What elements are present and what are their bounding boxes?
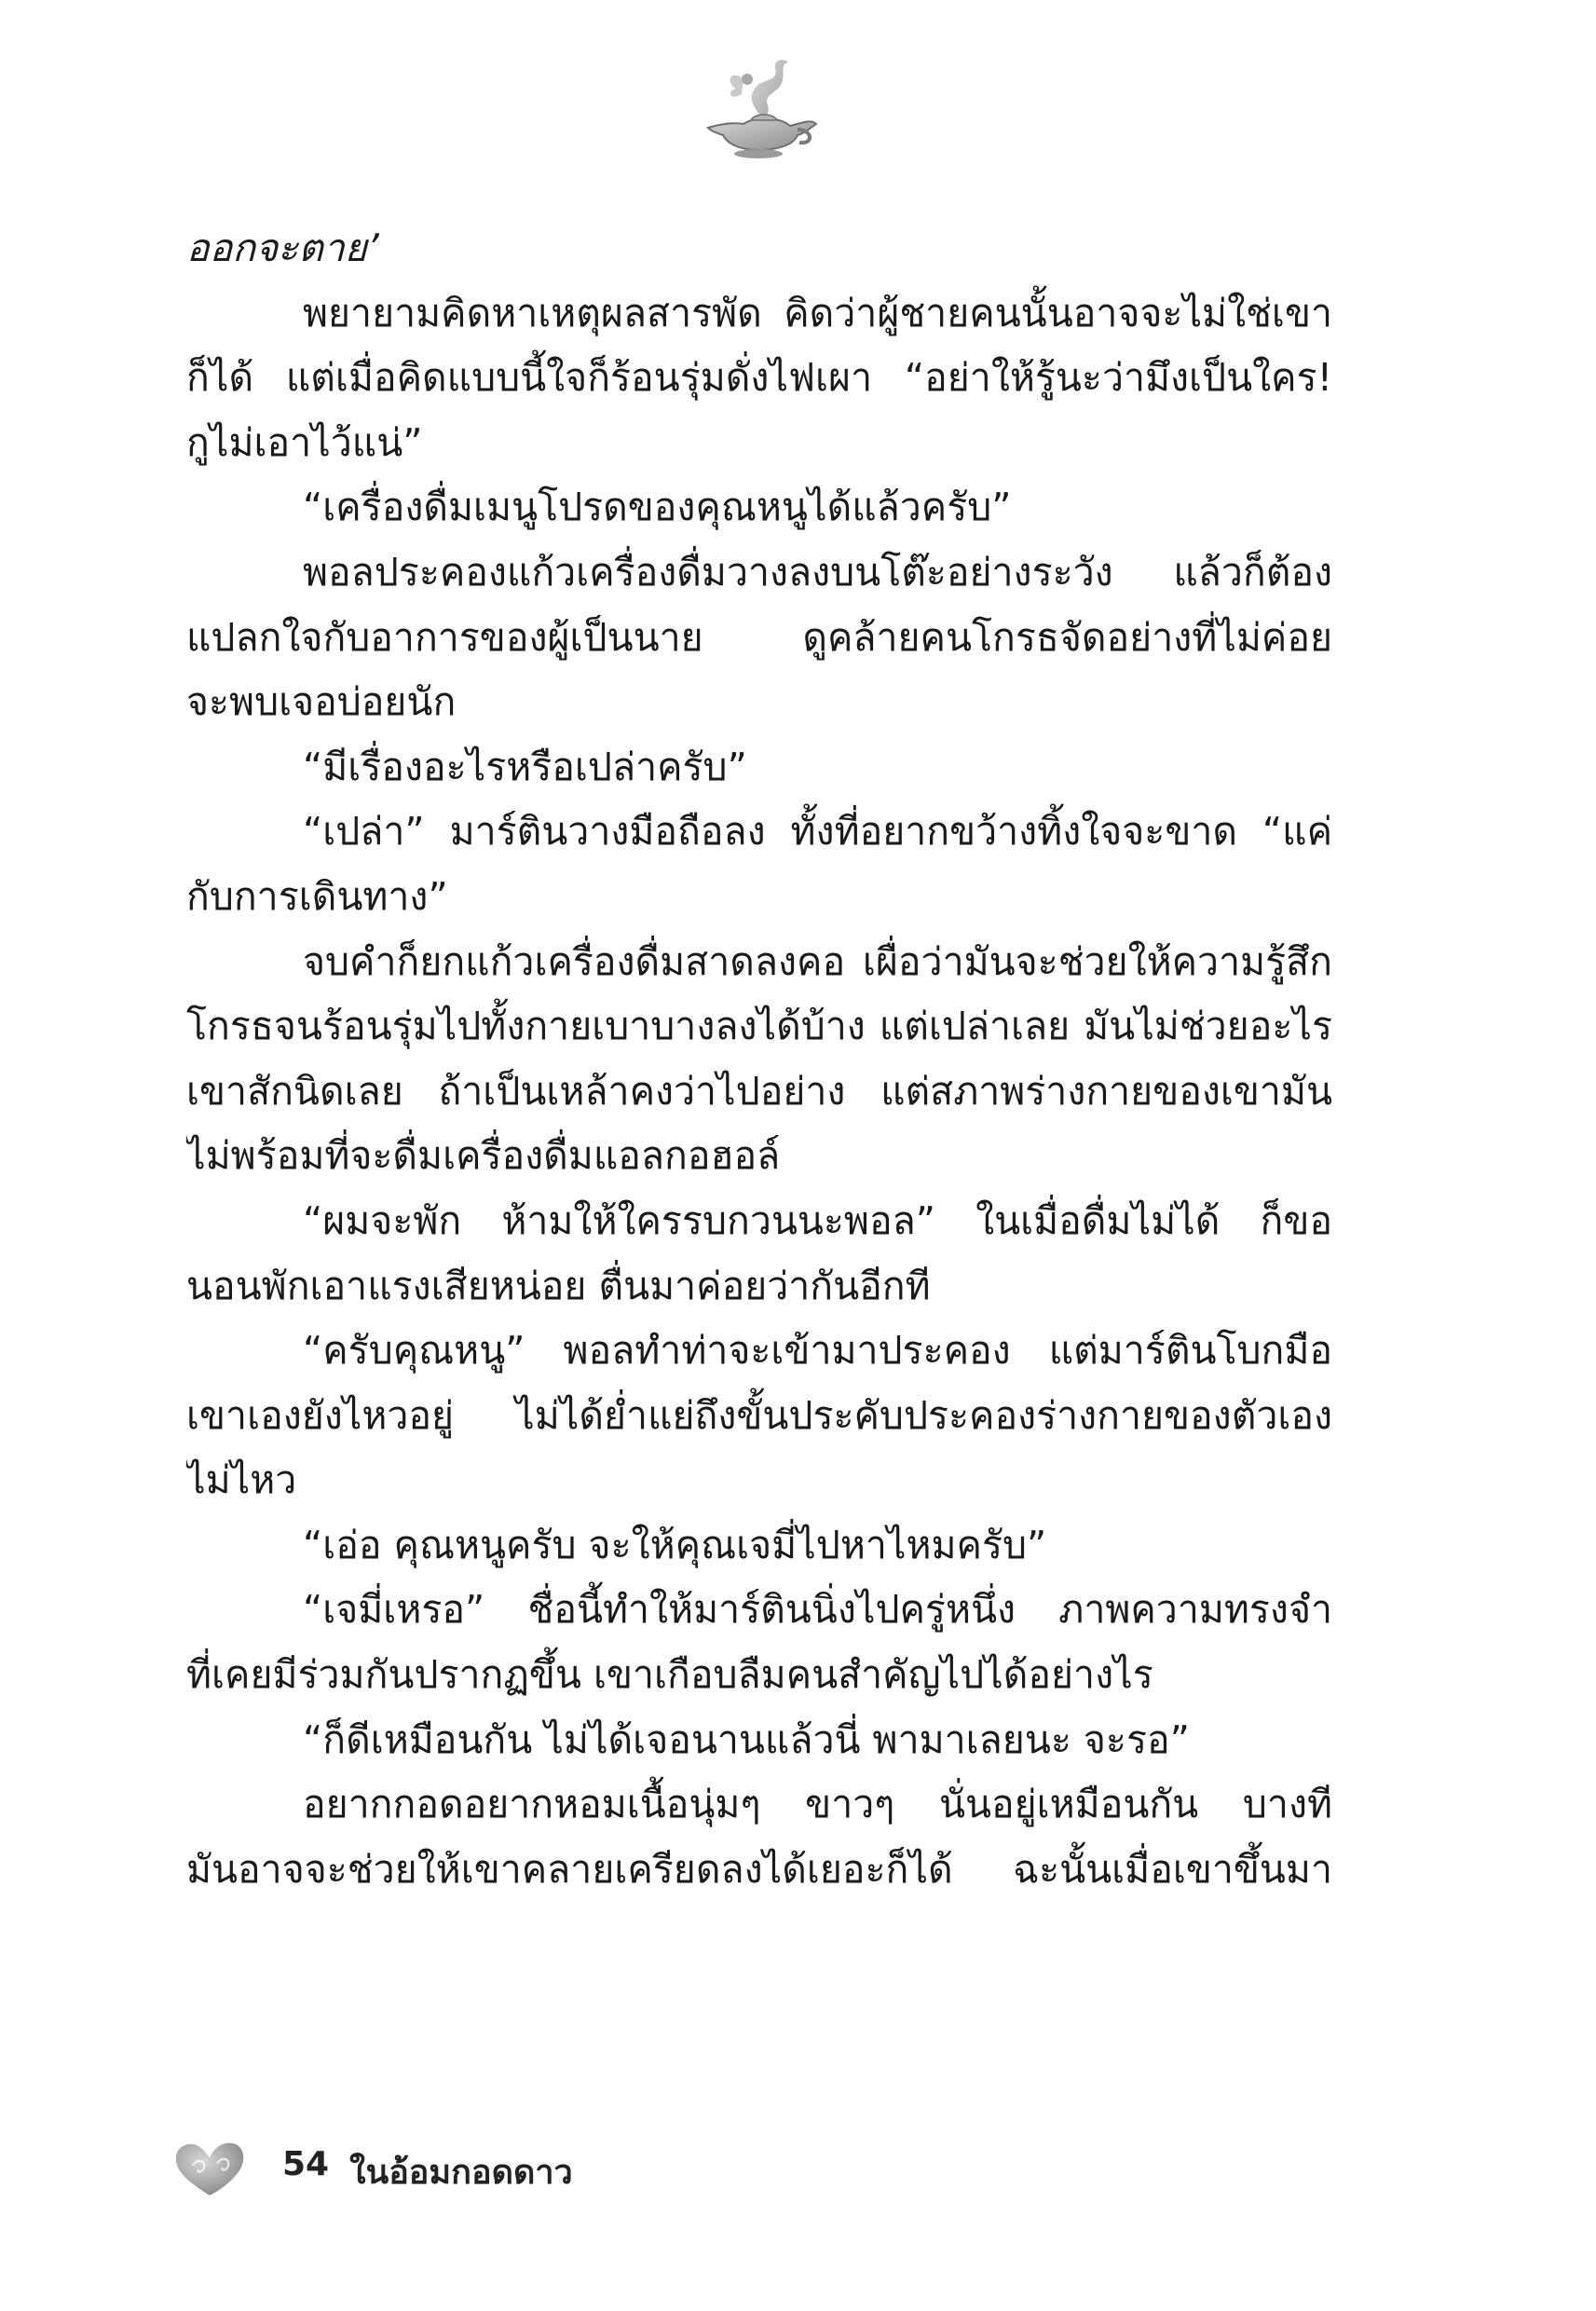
text-line: เขาเองยังไหวอยู่ ไม่ได้ย่ำแย่ถึงขั้นประคับประคองร่างกายของตัวเอง <box>186 1392 1332 1438</box>
book-title: ในอ้อมกอดดาว <box>349 2154 573 2192</box>
text-line: “เอ่อ คุณหนูครับ จะให้คุณเจมี่ไปหาไหมครับ” <box>303 1522 1047 1567</box>
body-text <box>186 216 1332 1902</box>
text-line: “มีเรื่องอะไรหรือเปล่าครับ” <box>303 744 747 789</box>
text-line: “ก็ดีเหมือนกัน ไม่ได้เจอนานแล้วนี่ พามาเลยนะ จะรอ” <box>303 1716 1190 1762</box>
text-line: จะพบเจอบ่อยนัก <box>186 679 457 725</box>
text-line: พอลประคองแก้วเครื่องดื่มวางลงบนโต๊ะอย่างระวัง แล้วก็ต้อง <box>303 549 1332 595</box>
text-line: แปลกใจกับอาการของผู้เป็นนาย ดูคล้ายคนโกรธจัดอย่างที่ไม่ค่อย <box>186 614 1332 660</box>
text-line: ไม่พร้อมที่จะดื่มเครื่องดื่มแอลกอฮอล์ <box>186 1133 781 1179</box>
text-line: ก็ได้ แต่เมื่อคิดแบบนี้ใจก็ร้อนรุ่มดั่งไฟเผา “อย่าให้รู้นะว่ามึงเป็นใคร! <box>186 355 1332 401</box>
heart-icon <box>172 2138 247 2199</box>
text-line: เขาสักนิดเลย ถ้าเป็นเหล้าคงว่าไปอย่าง แต่สภาพร่างกายของเขามัน <box>186 1068 1332 1114</box>
text-line: “เปล่า” มาร์ตินวางมือถือลง ทั้งที่อยากขว้างทิ้งใจจะขาด “แค่ <box>303 809 1332 855</box>
page-footer <box>172 2132 825 2207</box>
magic-lamp-icon <box>689 51 829 163</box>
text-line: “เครื่องดื่มเมนูโปรดของคุณหนูได้แล้วครับ” <box>303 485 1012 530</box>
text-line: พยายามคิดหาเหตุผลสารพัด คิดว่าผู้ชายคนนั้นอาจจะไม่ใช่เขา <box>303 290 1332 335</box>
text-line: มันอาจจะช่วยให้เขาคลายเครียดลงได้เยอะก็ได้ ฉะนั้นเมื่อเขาขึ้นมา <box>186 1846 1332 1892</box>
text-line: ที่เคยมีร่วมกันปรากฏขึ้น เขาเกือบลืมคนสำคัญไปได้อย่างไร <box>186 1652 1153 1698</box>
text-line: “ผมจะพัก ห้ามให้ใครรบกวนนะพอล” ในเมื่อดื่มไม่ได้ ก็ขอ <box>303 1197 1332 1243</box>
text-line: ไม่ไหว <box>186 1457 297 1503</box>
text-line: ออกจะตาย’ <box>186 226 379 270</box>
text-line: จบคำก็ยกแก้วเครื่องดื่มสาดลงคอ เผื่อว่ามันจะช่วยให้ความรู้สึก <box>303 938 1332 984</box>
text-line: โกรธจนร้อนรุ่มไปทั้งกายเบาบางลงได้บ้าง แต่เปล่าเลย มันไม่ช่วยอะไร <box>186 1004 1332 1049</box>
text-line: กับการเดินทาง” <box>186 873 448 919</box>
text-line: นอนพักเอาแรงเสียหน่อย ตื่นมาค่อยว่ากันอีกที <box>186 1263 931 1308</box>
text-line: “ครับคุณหนู” พอลทำท่าจะเข้ามาประคอง แต่มาร์ตินโบกมือ <box>303 1328 1332 1374</box>
text-line: “เจมี่เหรอ” ชื่อนี้ทำให้มาร์ตินนิ่งไปครู่หนึ่ง ภาพความทรงจำ <box>303 1587 1332 1633</box>
text-line: กูไม่เอาไว้แน่” <box>186 419 423 465</box>
text-line: อยากกอดอยากหอมเนื้อนุ่มๆ ขาวๆ นั่นอยู่เหมือนกัน บางที <box>303 1782 1332 1827</box>
page-number: 54 <box>282 2145 330 2183</box>
